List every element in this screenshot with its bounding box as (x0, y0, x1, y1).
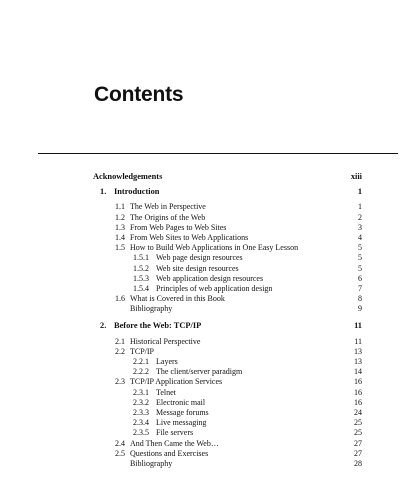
toc-chapter-2 (93, 321, 362, 331)
toc-entry-number: 1.5.4 (133, 283, 149, 293)
toc-entry (93, 233, 362, 243)
toc-entry-title: Telnet (156, 387, 176, 397)
toc-entry-number: 1.1 (115, 202, 125, 212)
toc-entry (93, 347, 362, 357)
toc-entry (93, 213, 362, 223)
toc-subentry (93, 388, 362, 398)
toc-entry-page: 25 (354, 418, 362, 428)
toc-entry-title: And Then Came the Web… (130, 438, 219, 448)
toc-subentry (93, 428, 362, 438)
toc-entry-page: 11 (354, 336, 362, 346)
toc-entry (93, 337, 362, 347)
toc-entry-number: 1.4 (115, 232, 125, 242)
toc-entry-number: 1.5.2 (133, 263, 149, 273)
toc-entry-number: 2.4 (115, 438, 125, 448)
toc-chapter-number: 1. (100, 187, 107, 197)
toc-entry-title: From Web Sites to Web Applications (130, 232, 249, 242)
toc-chapter-page: 1 (357, 187, 362, 197)
toc-entry-number: 2.3.2 (133, 397, 149, 407)
toc-chapter-number: 2. (100, 321, 107, 331)
toc-entry-number: 2.3.3 (133, 407, 149, 417)
toc-entry-page: 8 (358, 294, 362, 304)
toc-entry-number: 2.2.2 (133, 367, 149, 377)
toc-entry-title: What is Covered in this Book (130, 294, 225, 304)
toc-entry-number: 2.3 (115, 377, 125, 387)
toc-entry-number: 1.2 (115, 212, 125, 222)
toc-entry-number: 1.3 (115, 222, 125, 232)
toc-entry-number: 2.3.4 (133, 418, 149, 428)
toc-entry-title: Bibliography (130, 304, 173, 314)
toc-entry-title: Layers (156, 357, 178, 366)
toc-entry-number: 2.3.1 (133, 387, 149, 397)
toc-entry (93, 243, 362, 253)
toc-entry-title: Principles of web application design (156, 283, 273, 293)
toc-entry (93, 439, 362, 449)
toc-entry-page: 16 (354, 377, 362, 387)
title-divider (38, 153, 398, 154)
toc-entry-page: 13 (354, 346, 362, 356)
toc-entry-page: 27 (354, 438, 362, 448)
toc-entry-page: 24 (354, 407, 362, 417)
toc-subentry (93, 408, 362, 418)
toc-entry-page: 16 (354, 397, 362, 407)
toc-entry-number: 1.5.1 (133, 253, 149, 263)
toc-entry (93, 294, 362, 304)
toc-entry (93, 449, 362, 459)
toc-entry (93, 202, 362, 212)
toc-entry-page: 4 (358, 232, 362, 242)
toc-entry-title: Acknowledgements (93, 172, 163, 181)
toc-subentry (93, 253, 362, 263)
toc-subentry (93, 284, 362, 294)
toc-entry-page: 7 (358, 283, 362, 293)
toc-entry-number: 1.5.3 (133, 273, 149, 283)
toc-entry-number: 1.5 (115, 243, 125, 253)
toc-entry-bibliography (93, 459, 362, 469)
toc-subentry (93, 264, 362, 274)
toc-entry (93, 377, 362, 387)
toc-entry-title: The Origins of the Web (130, 212, 206, 222)
toc-entry-number: 2.2 (115, 346, 125, 356)
toc-entry-page: 9 (358, 304, 362, 314)
toc-subentry (93, 274, 362, 284)
toc-entry-title: Message forums (156, 407, 209, 417)
toc-subentry (93, 418, 362, 428)
toc-entry-number: 2.5 (115, 448, 125, 458)
toc-entry-title: File servers (156, 428, 194, 438)
toc-entry-title: Web site design resources (156, 263, 239, 273)
toc-entry-page: 5 (358, 243, 362, 253)
toc-entry-title: TCP/IP Application Services (130, 377, 223, 387)
toc-entry-page: 16 (354, 387, 362, 397)
page-title: Contents (94, 83, 184, 106)
toc-entry-bibliography (93, 304, 362, 314)
toc-chapter-page: 11 (354, 321, 362, 331)
toc-entry-page: 28 (354, 458, 362, 468)
toc-entry-title: The Web in Perspective (130, 202, 206, 212)
toc-entry-page: xiii (350, 172, 362, 181)
toc-entry-title: Web page design resources (156, 253, 243, 263)
toc-entry-page: 27 (354, 448, 362, 458)
toc-front-matter (93, 172, 362, 182)
toc-entry-title: How to Build Web Applications in One Easy Lesson (130, 243, 299, 253)
toc-entry-title: Bibliography (130, 458, 173, 468)
toc-entry-page: 1 (358, 202, 362, 212)
toc-chapter-title: Introduction (114, 187, 160, 197)
toc-entry (93, 223, 362, 233)
toc-entry-title: Web application design resources (156, 273, 264, 283)
toc-entry-title: Electronic mail (156, 397, 206, 407)
toc-chapter-1 (93, 187, 362, 197)
toc-entry-page: 14 (354, 367, 362, 377)
toc-entry-page: 13 (354, 357, 362, 366)
toc-entry-title: TCP/IP (130, 346, 155, 356)
toc-entry-number: 2.1 (115, 336, 125, 346)
toc-subentry (93, 398, 362, 408)
toc-entry-title: Historical Perspective (130, 336, 201, 346)
toc-subentry (93, 357, 362, 367)
toc-chapter-title: Before the Web: TCP/IP (114, 321, 202, 331)
toc-entry-page: 3 (358, 222, 362, 232)
toc-entry-number: 1.6 (115, 294, 125, 304)
table-of-contents (93, 172, 362, 469)
toc-entry-number: 2.3.5 (133, 428, 149, 438)
toc-entry-page: 6 (358, 273, 362, 283)
toc-entry-title: Live messaging (156, 418, 207, 428)
toc-entry-page: 5 (358, 253, 362, 263)
toc-entry-title: Questions and Exercises (130, 448, 209, 458)
toc-entry-page: 5 (358, 263, 362, 273)
toc-subentry (93, 367, 362, 377)
toc-entry-title: From Web Pages to Web Sites (130, 222, 227, 232)
toc-entry-title: The client/server paradigm (156, 367, 243, 377)
toc-entry-page: 25 (354, 428, 362, 438)
toc-entry-page: 2 (358, 212, 362, 222)
toc-entry-number: 2.2.1 (133, 357, 149, 366)
